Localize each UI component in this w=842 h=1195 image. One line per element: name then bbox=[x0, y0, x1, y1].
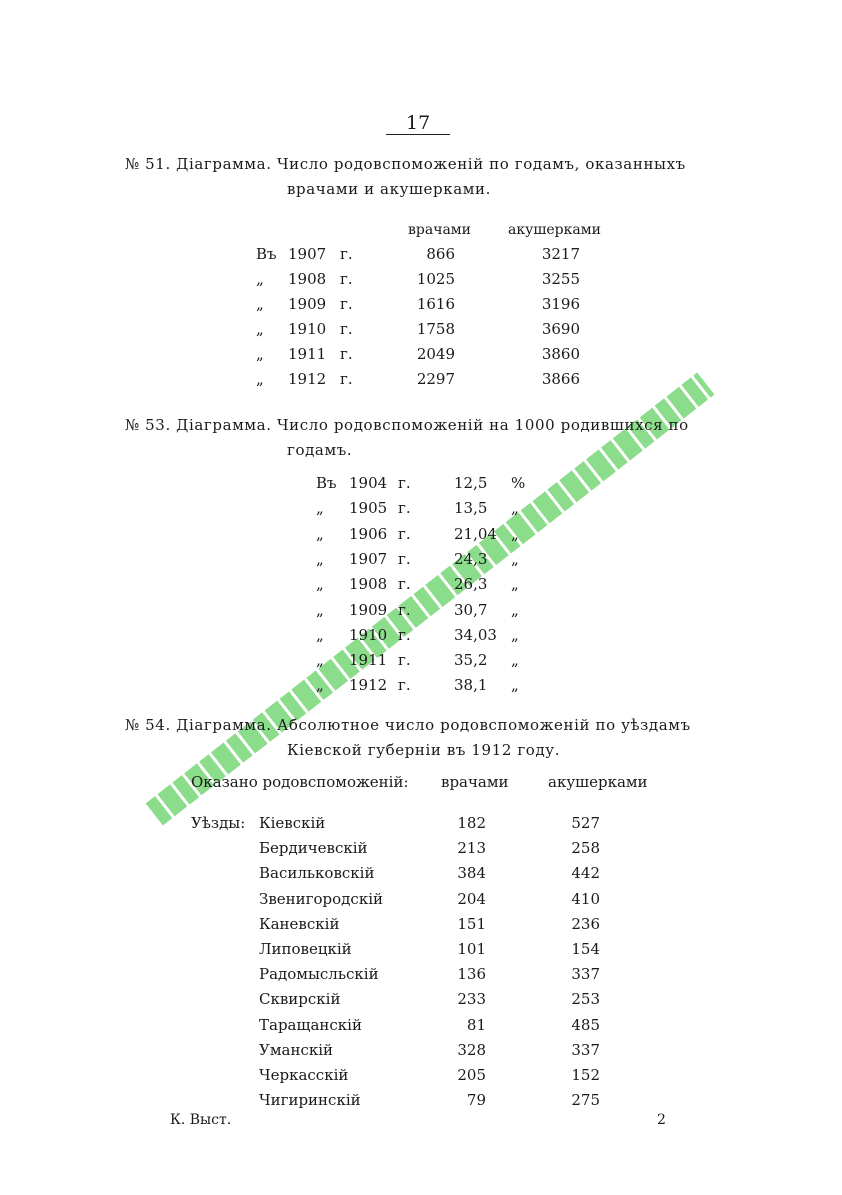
d51-row-doctors: 2297 bbox=[416, 370, 455, 388]
d51-row-midwives: 3860 bbox=[541, 345, 580, 363]
d54-row-doctors: 205 bbox=[457, 1066, 486, 1084]
d51-row-year: 1909 bbox=[288, 295, 327, 313]
diagram54-col-doctors: врачами bbox=[441, 773, 509, 791]
d53-row-value: 13,5 bbox=[454, 499, 488, 518]
d54-row-district: Каневскій bbox=[259, 914, 340, 933]
d53-row-suffix: „ bbox=[511, 575, 519, 594]
d51-row-midwives: 3196 bbox=[541, 295, 580, 313]
d53-row-unit: г. bbox=[398, 549, 411, 568]
d54-row-doctors: 81 bbox=[466, 1015, 486, 1034]
d54-row-district: Васильковскій bbox=[259, 864, 375, 883]
diagram54-heading-line2: Кіевской губерніи въ 1912 году. bbox=[287, 741, 561, 759]
d53-row-value: 34,03 bbox=[454, 625, 497, 644]
d53-row-unit: г. bbox=[398, 524, 411, 543]
d53-row-value: 35,2 bbox=[454, 651, 488, 670]
d51-row-prefix: „ bbox=[256, 270, 264, 288]
footer-signature: К. Выст. bbox=[170, 1112, 232, 1128]
d51-row-year: 1907 bbox=[288, 245, 327, 263]
d53-row-year: 1908 bbox=[349, 575, 388, 594]
d54-row-district: Радомысльскій bbox=[259, 965, 379, 984]
d54-row-district: Черкасскій bbox=[259, 1066, 349, 1084]
d51-row-year: 1910 bbox=[288, 320, 327, 338]
d53-row-prefix: „ bbox=[316, 676, 324, 695]
d54-row-midwives: 236 bbox=[571, 914, 600, 933]
d54-row-district: Кіевскій bbox=[259, 814, 326, 832]
d53-row-prefix: „ bbox=[316, 625, 324, 644]
diagram51-heading-line1: № 51. Діаграмма. Число родовспоможеній по годамъ, оказанныхъ bbox=[125, 155, 686, 173]
d53-row-suffix: „ bbox=[511, 625, 519, 644]
d54-row-doctors: 79 bbox=[466, 1091, 486, 1110]
d51-row-midwives: 3217 bbox=[541, 245, 580, 263]
d53-row-value: 38,1 bbox=[454, 676, 488, 695]
d51-row-unit: г. bbox=[340, 345, 353, 363]
d54-row-district: Бердичевскій bbox=[259, 839, 368, 858]
diagram54-col-midwives: акушерками bbox=[548, 773, 648, 791]
d53-row-prefix: Въ bbox=[316, 474, 337, 492]
d54-row-midwives: 258 bbox=[571, 839, 600, 858]
diagram54-rows-label: Уѣзды: bbox=[191, 814, 246, 832]
d54-row-doctors: 136 bbox=[457, 965, 486, 984]
d54-row-doctors: 101 bbox=[457, 940, 486, 958]
d54-row-midwives: 154 bbox=[571, 940, 600, 958]
d53-row-year: 1905 bbox=[349, 499, 388, 518]
d53-row-value: 30,7 bbox=[454, 600, 488, 619]
d53-row-year: 1910 bbox=[349, 625, 388, 644]
d54-row-district: Таращанскій bbox=[259, 1015, 362, 1034]
d54-row-district: Чигиринскій bbox=[259, 1091, 361, 1110]
d53-row-prefix: „ bbox=[316, 524, 324, 543]
d54-row-doctors: 328 bbox=[457, 1040, 486, 1059]
d51-row-midwives: 3255 bbox=[541, 270, 580, 288]
d51-row-unit: г. bbox=[340, 370, 353, 388]
d54-row-doctors: 213 bbox=[457, 839, 486, 858]
d53-row-value: 24,3 bbox=[454, 549, 488, 568]
d54-row-midwives: 152 bbox=[571, 1066, 600, 1084]
d53-row-suffix: % bbox=[511, 474, 526, 492]
d51-row-unit: г. bbox=[340, 270, 353, 288]
d54-row-midwives: 275 bbox=[571, 1091, 600, 1110]
d54-row-doctors: 204 bbox=[457, 889, 486, 908]
d53-row-prefix: „ bbox=[316, 651, 324, 670]
diagram51-col-midwives: акушерками bbox=[508, 222, 601, 238]
d53-row-value: 21,04 bbox=[454, 524, 497, 543]
d53-row-year: 1906 bbox=[349, 524, 388, 543]
d54-row-district: Уманскій bbox=[259, 1040, 334, 1059]
d54-row-midwives: 253 bbox=[571, 990, 600, 1009]
d54-row-doctors: 182 bbox=[457, 814, 486, 832]
d53-row-unit: г. bbox=[398, 676, 411, 695]
diagram54-heading-line1: № 54. Діаграмма. Абсолютное число родовспоможеній по уѣздамъ bbox=[125, 716, 691, 734]
d51-row-unit: г. bbox=[340, 320, 353, 338]
d51-row-doctors: 1025 bbox=[416, 270, 455, 288]
d53-row-prefix: „ bbox=[316, 549, 324, 568]
diagram51-col-doctors: врачами bbox=[408, 222, 472, 238]
d54-row-midwives: 527 bbox=[571, 814, 600, 832]
d51-row-doctors: 1758 bbox=[416, 320, 455, 338]
d53-row-unit: г. bbox=[398, 474, 411, 492]
d53-row-suffix: „ bbox=[511, 676, 519, 695]
d51-row-prefix: Въ bbox=[256, 245, 277, 263]
d54-row-doctors: 384 bbox=[457, 864, 486, 883]
d53-row-year: 1911 bbox=[349, 651, 388, 670]
d54-row-doctors: 151 bbox=[457, 914, 486, 933]
d51-row-doctors: 2049 bbox=[416, 345, 455, 363]
d53-row-unit: г. bbox=[398, 499, 411, 518]
d51-row-unit: г. bbox=[340, 245, 353, 263]
d54-row-district: Сквирскій bbox=[259, 990, 341, 1009]
d53-row-unit: г. bbox=[398, 651, 411, 670]
diagram51-heading-line2: врачами и акушерками. bbox=[287, 180, 491, 198]
d53-row-unit: г. bbox=[398, 600, 411, 619]
d53-row-prefix: „ bbox=[316, 499, 324, 518]
d53-row-suffix: „ bbox=[511, 499, 519, 518]
d54-row-doctors: 233 bbox=[457, 990, 486, 1009]
d53-row-suffix: „ bbox=[511, 524, 519, 543]
d51-row-year: 1912 bbox=[288, 370, 327, 388]
d54-row-midwives: 410 bbox=[571, 889, 600, 908]
d54-row-district: Липовецкій bbox=[259, 940, 352, 958]
d51-row-year: 1908 bbox=[288, 270, 327, 288]
d54-row-midwives: 485 bbox=[571, 1015, 600, 1034]
d51-row-prefix: „ bbox=[256, 345, 264, 363]
d53-row-year: 1904 bbox=[349, 474, 388, 492]
d53-row-value: 12,5 bbox=[454, 474, 488, 492]
d53-row-prefix: „ bbox=[316, 575, 324, 594]
d51-row-prefix: „ bbox=[256, 370, 264, 388]
d53-row-unit: г. bbox=[398, 625, 411, 644]
footer-sheet-number: 2 bbox=[657, 1112, 666, 1128]
d53-row-suffix: „ bbox=[511, 549, 519, 568]
d51-row-prefix: „ bbox=[256, 320, 264, 338]
d51-row-doctors: 1616 bbox=[416, 295, 455, 313]
diagram53-heading-line2: годамъ. bbox=[287, 441, 353, 459]
d51-row-year: 1911 bbox=[288, 345, 327, 363]
d53-row-suffix: „ bbox=[511, 600, 519, 619]
d51-row-doctors: 866 bbox=[426, 245, 455, 263]
d53-row-year: 1909 bbox=[349, 600, 388, 619]
d53-row-suffix: „ bbox=[511, 651, 519, 670]
d54-row-midwives: 442 bbox=[571, 864, 600, 883]
page-number: 17 bbox=[406, 112, 431, 134]
page-number-rule bbox=[386, 134, 450, 135]
d51-row-midwives: 3690 bbox=[541, 320, 580, 338]
d53-row-year: 1912 bbox=[349, 676, 388, 695]
d51-row-unit: г. bbox=[340, 295, 353, 313]
d51-row-prefix: „ bbox=[256, 295, 264, 313]
d53-row-prefix: „ bbox=[316, 600, 324, 619]
d54-row-midwives: 337 bbox=[571, 965, 600, 984]
d53-row-unit: г. bbox=[398, 575, 411, 594]
d54-row-district: Звенигородскій bbox=[259, 889, 383, 908]
diagram54-subheader-label: Оказано родовспоможеній: bbox=[191, 773, 409, 791]
d53-row-year: 1907 bbox=[349, 549, 388, 568]
diagram53-heading-line1: № 53. Діаграмма. Число родовспоможеній на 1000 родившихся по bbox=[125, 416, 689, 434]
d53-row-value: 26,3 bbox=[454, 575, 488, 594]
d51-row-midwives: 3866 bbox=[541, 370, 580, 388]
d54-row-midwives: 337 bbox=[571, 1040, 600, 1059]
